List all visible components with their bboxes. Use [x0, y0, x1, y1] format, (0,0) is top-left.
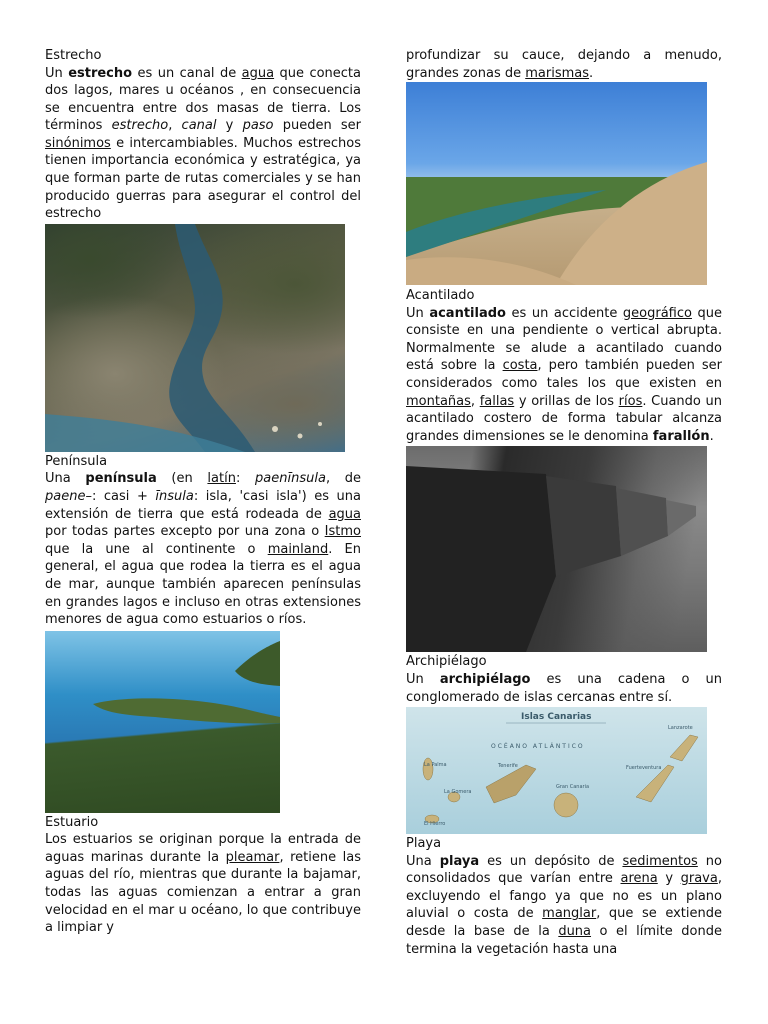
link-term[interactable]: agua [328, 506, 361, 522]
heading-peninsula: Península [45, 453, 108, 469]
text-run: , que se extiende desde la base de la [406, 906, 723, 939]
strait-satellite-image [45, 224, 345, 452]
paragraph-estrecho [45, 65, 361, 223]
heading-archipielago: Archipiélago [406, 654, 487, 670]
peninsula-photo [45, 631, 280, 813]
link-term[interactable]: grava [680, 871, 718, 887]
map-label-el-hierro: El Hierro [424, 821, 446, 828]
text-run: , de [325, 471, 362, 487]
text-run: que conecta dos lagos, mares u océanos , en consecuencia se encuentra entre dos masas de tierra. Los términos [45, 65, 361, 134]
map-label-la-palma: La Palma [424, 762, 447, 769]
map-ocean-label: OCÉANO ATLÁNTICO [491, 743, 585, 751]
link-term[interactable]: geográfico [622, 305, 692, 321]
text-run: e intercambiables. Muchos estrechos tienen importancia económica y estratégica, ya que forman parte de rutas comerciales y se han producido guerras para asegurar el control del estrecho [45, 135, 361, 222]
text-run: , [470, 393, 480, 409]
bold-term: archipiélago [439, 671, 531, 687]
map-title: Islas Canarias [521, 712, 592, 723]
link-term[interactable]: fallas [479, 393, 515, 409]
text-run: y [216, 118, 243, 134]
text-run: es un accidente [505, 305, 623, 321]
link-term[interactable]: agua [241, 65, 275, 81]
text-run: por todas partes excepto por una zona o [45, 524, 325, 540]
paragraph-acantilado [406, 305, 722, 446]
cliff-photo [406, 446, 707, 652]
text-run: : [235, 471, 256, 487]
link-term[interactable]: sinónimos [45, 135, 111, 151]
text-run: que consiste en una pendiente o vertical abrupta. Normalmente se alude a acantilado cuando está sobre la [406, 305, 722, 374]
left-column [45, 48, 361, 937]
link-term[interactable]: marismas [525, 65, 589, 81]
text-run: profundizar su cauce, dejando a menudo, grandes zonas de [406, 48, 722, 81]
paragraph-archipielago [406, 671, 722, 706]
heading-playa: Playa [406, 836, 442, 852]
text-run: Un [45, 65, 69, 81]
link-term[interactable]: arena [620, 871, 658, 887]
link-term[interactable]: latín [207, 471, 236, 487]
map-label-fuerteventura: Fuerteventura [626, 765, 662, 772]
heading-acantilado: Acantilado [406, 288, 475, 304]
paragraph-peninsula [45, 470, 361, 628]
text-run: es un canal de [132, 65, 242, 81]
heading-estuario: Estuario [45, 814, 99, 830]
text-run: Un [406, 305, 430, 321]
text-run: que la une al continente o [45, 541, 268, 557]
text-run: . [589, 65, 594, 81]
text-run: (en [156, 471, 208, 487]
link-term[interactable]: costa [502, 358, 538, 374]
text-run: . Cuando un acantilado costero de forma tabular alcanza grandes dimensiones se le denomina [406, 393, 722, 444]
map-label-gran-canaria: Gran Canaria [556, 784, 590, 791]
text-run: , retiene las aguas del río, mientras que durante la bajamar, todas las aguas comienzan a entrar a gran velocidad en el mar u océano, lo que contribuye a limpiar y [45, 849, 361, 936]
text-run: y orillas de los [514, 393, 619, 409]
link-term[interactable]: manglar [542, 906, 597, 922]
text-run: īnsula [155, 488, 194, 504]
text-run: estrecho [111, 118, 169, 134]
text-run: es una cadena o un conglomerado de islas cercanas entre sí. [406, 671, 722, 705]
paragraph-playa [406, 853, 722, 959]
bold-term: acantilado [429, 305, 506, 321]
text-run: , excluyendo el fango ya que no es un plano aluvial o costa de [406, 871, 722, 922]
link-term[interactable]: pleamar [225, 849, 280, 865]
text-run: Los estuarios se originan porque la entrada de aguas marinas durante la [45, 832, 361, 865]
text-run: . En general, el agua que rodea la tierra es el agua de mar, aunque también aparecen penínsulas en grandes lagos e incluso en otras extensiones menores de agua como estuarios o ríos. [45, 541, 361, 628]
text-run: –: casi + [85, 488, 156, 504]
link-term[interactable]: mainland [267, 541, 329, 557]
text-run: : isla, 'casi isla') es una extensión de tierra que está rodeada de [45, 488, 361, 522]
heading-estrecho: Estrecho [45, 48, 102, 63]
canary-islands-map [406, 707, 707, 834]
text-run: pueden ser [273, 118, 361, 134]
link-term[interactable]: sedimentos [622, 853, 698, 869]
bold-term: farallón [652, 428, 710, 444]
text-run: , pero también pueden ser considerados como tales los que existen en [406, 358, 722, 392]
link-term[interactable]: duna [558, 924, 592, 939]
text-run: , [168, 118, 182, 134]
right-column [406, 47, 722, 958]
text-run: Una [406, 853, 440, 869]
bold-term: estrecho [68, 65, 133, 81]
map-label-la-gomera: La Gomera [444, 789, 472, 796]
text-run: Una [45, 471, 86, 487]
link-term[interactable]: montañas [406, 393, 471, 409]
text-run: . [709, 428, 714, 444]
map-label-lanzarote: Lanzarote [668, 725, 693, 732]
text-run: paso [242, 118, 274, 134]
bold-term: playa [439, 853, 480, 869]
map-label-tenerife: Tenerife [498, 763, 518, 770]
text-run: canal [181, 118, 217, 134]
link-term[interactable]: ríos [618, 393, 643, 409]
estuary-photo [406, 82, 707, 285]
text-run: es un depósito de [479, 853, 623, 869]
text-run: paenīnsula [255, 471, 326, 487]
text-run: Un [406, 671, 440, 687]
text-run: o el límite donde termina la vegetación hasta una [406, 924, 722, 957]
paragraph-estuario-continued [406, 47, 722, 82]
link-term[interactable]: Istmo [324, 524, 361, 540]
paragraph-estuario [45, 831, 361, 937]
text-run: no consolidados que varían entre [406, 853, 722, 887]
text-run: y [657, 871, 681, 887]
bold-term: península [85, 471, 157, 487]
text-run: paene [45, 488, 86, 504]
